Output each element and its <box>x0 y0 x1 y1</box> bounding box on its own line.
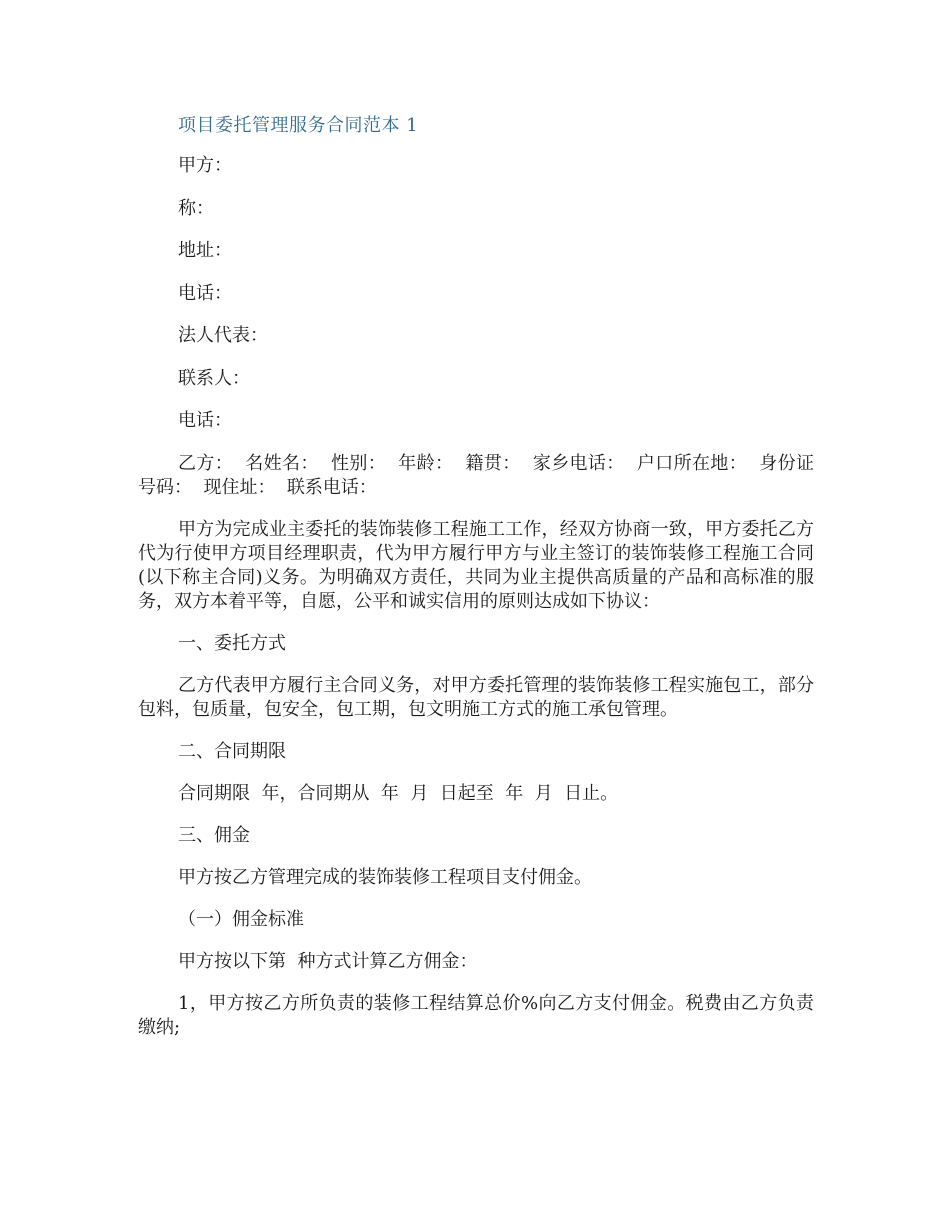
party-a-field: 电话： <box>178 410 232 431</box>
document-title: 项目委托管理服务合同范本 1 <box>178 115 419 136</box>
subsection-heading: （一）佣金标准 <box>178 908 304 930</box>
party-a-field: 称： <box>178 197 214 219</box>
party-a-field: 甲方： <box>178 155 232 176</box>
party-a-field: 联系人： <box>178 367 250 389</box>
section-paragraph: 合同期限 年，合同期从 年 月 日起至 年 月 日止。 <box>178 782 619 804</box>
section-paragraph: 乙方代表甲方履行主合同义务，对甲方委托管理的装饰装修工程实施包工，部分包料，包质量，包安全，包工期，包文明施工方式的施工承包管理。 <box>138 674 814 720</box>
section-heading: 二、合同期限 <box>178 740 286 762</box>
section-heading: 一、委托方式 <box>178 632 286 654</box>
party-a-field: 地址： <box>178 240 232 261</box>
party-a-field: 法人代表： <box>178 325 268 346</box>
subsection-paragraph: 甲方按以下第 种方式计算乙方佣金： <box>178 950 478 972</box>
section-heading: 三、佣金 <box>178 824 250 846</box>
party-b-fields: 乙方： 名姓名： 性别： 年龄： 籍贯： 家乡电话： 户口所在地： 身份证号码： 现住址： 联系电话： <box>138 452 814 498</box>
party-a-field: 电话： <box>178 282 232 304</box>
intro-paragraph: 甲方为完成业主委托的装饰装修工程施工工作，经双方协商一致，甲方委托乙方代为行使甲方项目经理职责，代为甲方履行甲方与业主签订的装饰装修工程施工合同(以下称主合同)义务。为明确双方责任，共同为业主提供高质量的产品和高标准的服务，双方本着平等，自愿，公平和诚实信用的原则达成如下协议： <box>138 518 814 612</box>
document-page <box>138 100 814 1058</box>
section-paragraph: 甲方按乙方管理完成的装饰装修工程项目支付佣金。 <box>178 866 592 888</box>
list-item: 1，甲方按乙方所负责的装修工程结算总价%向乙方支付佣金。税费由乙方负责缴纳; <box>138 992 814 1038</box>
